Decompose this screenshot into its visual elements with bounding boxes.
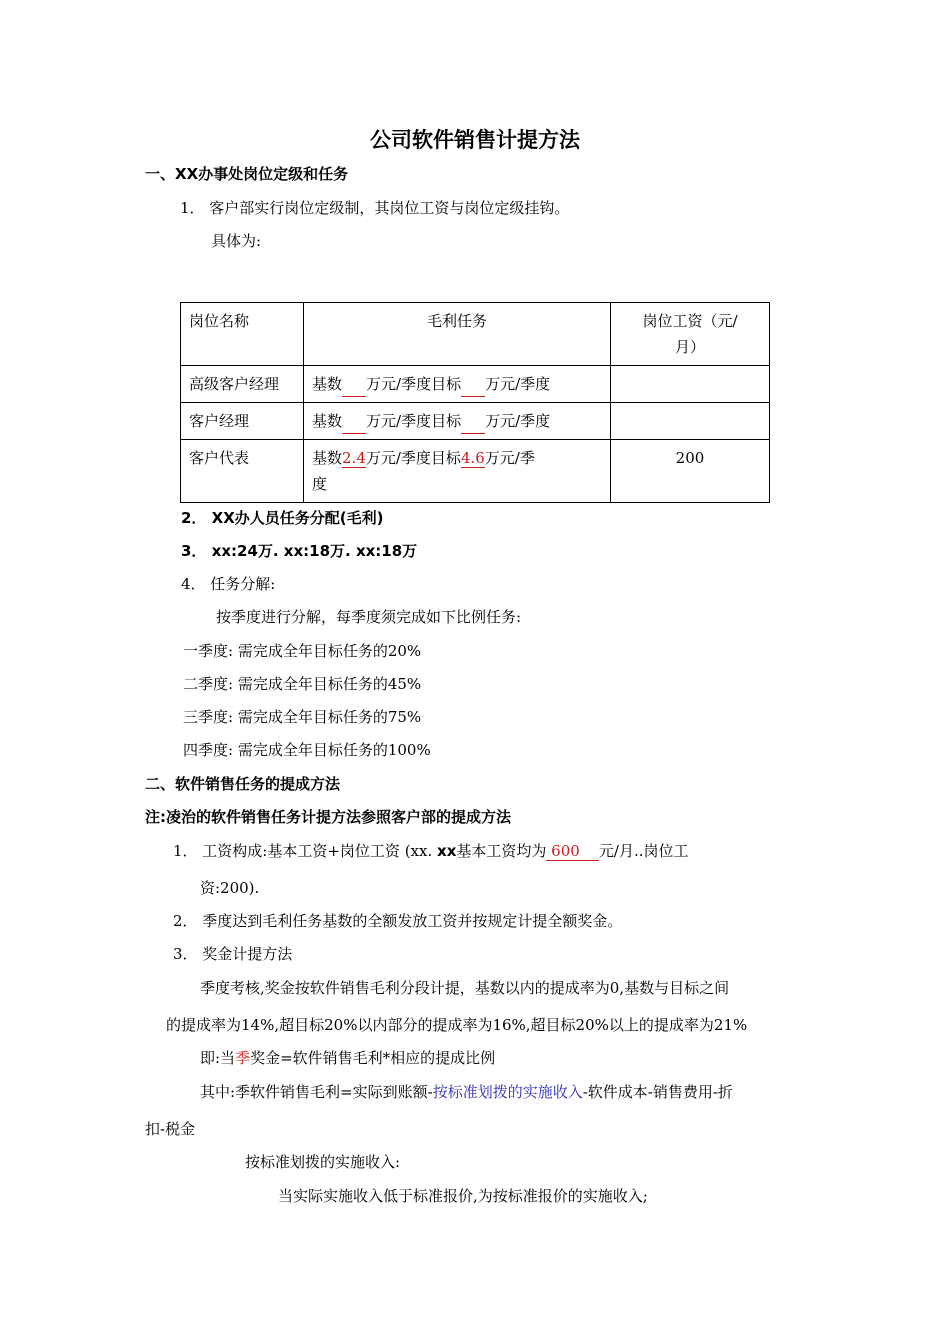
bonus-formula: 即:当季奖金=软件销售毛利*相应的提成比例 xyxy=(200,1049,496,1067)
bonus-paragraph: 季度考核,奖金按软件销售毛利分段计提，基数以内的提成率为0,基数与目标之间 xyxy=(200,979,730,997)
table-cell-target: 基数2.4万元/季度目标4.6万元/季 度 xyxy=(304,440,611,503)
page-title: 公司软件销售计提方法 xyxy=(370,128,580,152)
table-row xyxy=(181,440,770,503)
table-cell-position: 客户经理 xyxy=(181,403,304,440)
implementation-heading: 按标准划拨的实施收入: xyxy=(245,1153,401,1171)
section-1-item-4: 4． 任务分解: xyxy=(181,575,276,593)
section-2-item-3: 3． 奖金计提方法 xyxy=(173,945,293,963)
table-cell-wage: 200 xyxy=(611,440,770,503)
section-1-heading: 一、XX办事处岗位定级和任务 xyxy=(145,165,349,183)
base-value: 2.4 xyxy=(342,449,366,467)
section-1-item-1: 1． 客户部实行岗位定级制，其岗位工资与岗位定级挂钩。 xyxy=(180,199,570,217)
gross-profit-definition: 其中:季软件销售毛利=实际到账额-按标准划拨的实施收入-软件成本-销售费用-折 xyxy=(200,1083,733,1101)
table-cell-target: 基数 万元/季度目标 万元/季度 xyxy=(304,366,611,403)
table-cell-target: 基数 万元/季度目标 万元/季度 xyxy=(304,403,611,440)
section-1-item-1-sub: 具体为: xyxy=(211,232,262,250)
gross-profit-definition-cont: 扣-税金 xyxy=(145,1120,196,1138)
table-row xyxy=(181,366,770,403)
table-cell-position: 客户代表 xyxy=(181,440,304,503)
quarter-line: 二季度: 需完成全年目标任务的45% xyxy=(183,675,422,693)
section-1-item-2: 2． XX办人员任务分配(毛利) xyxy=(181,509,384,527)
implementation-rule: 当实际实施收入低于标准报价,为按标准报价的实施收入; xyxy=(278,1187,648,1205)
quarter-line: 四季度: 需完成全年目标任务的100% xyxy=(183,741,431,759)
table-header-cell: 岗位名称 xyxy=(181,303,304,366)
blank-field xyxy=(342,380,366,397)
section-2-item-1: 1． 工资构成:基本工资+岗位工资 (xx. xx基本工资均为 600 元/月..岗位工 xyxy=(173,842,689,860)
blank-field xyxy=(342,417,366,434)
quarter-line: 三季度: 需完成全年目标任务的75% xyxy=(183,708,422,726)
target-value: 4.6 xyxy=(460,449,485,467)
position-table xyxy=(180,302,770,503)
blank-field xyxy=(461,380,485,397)
table-header-cell: 岗位工资（元/ 月） xyxy=(611,303,770,366)
table-cell-position: 高级客户经理 xyxy=(181,366,304,403)
base-salary-value: 600 xyxy=(546,842,599,860)
table-header-cell: 毛利任务 xyxy=(304,303,611,366)
table-cell-wage xyxy=(611,366,770,403)
blank-field xyxy=(461,417,485,434)
section-2-note: 注:凌治的软件销售任务计提方法参照客户部的提成方法 xyxy=(145,808,512,826)
table-row xyxy=(181,403,770,440)
section-2-item-1-cont: 资:200). xyxy=(200,879,260,897)
bonus-paragraph-cont: 的提成率为14%,超目标20%以内部分的提成率为16%,超目标20%以上的提成率为21% xyxy=(166,1016,748,1034)
section-2-heading: 二、软件销售任务的提成方法 xyxy=(145,775,341,793)
section-2-item-2: 2． 季度达到毛利任务基数的全额发放工资并按规定计提全额奖金。 xyxy=(173,912,623,930)
section-1-item-3: 3． xx:24万. xx:18万. xx:18万 xyxy=(181,542,418,560)
table-header-row xyxy=(181,303,770,366)
table-cell-wage xyxy=(611,403,770,440)
section-1-item-4-intro: 按季度进行分解，每季度须完成如下比例任务: xyxy=(216,608,522,626)
quarter-line: 一季度: 需完成全年目标任务的20% xyxy=(183,642,422,660)
